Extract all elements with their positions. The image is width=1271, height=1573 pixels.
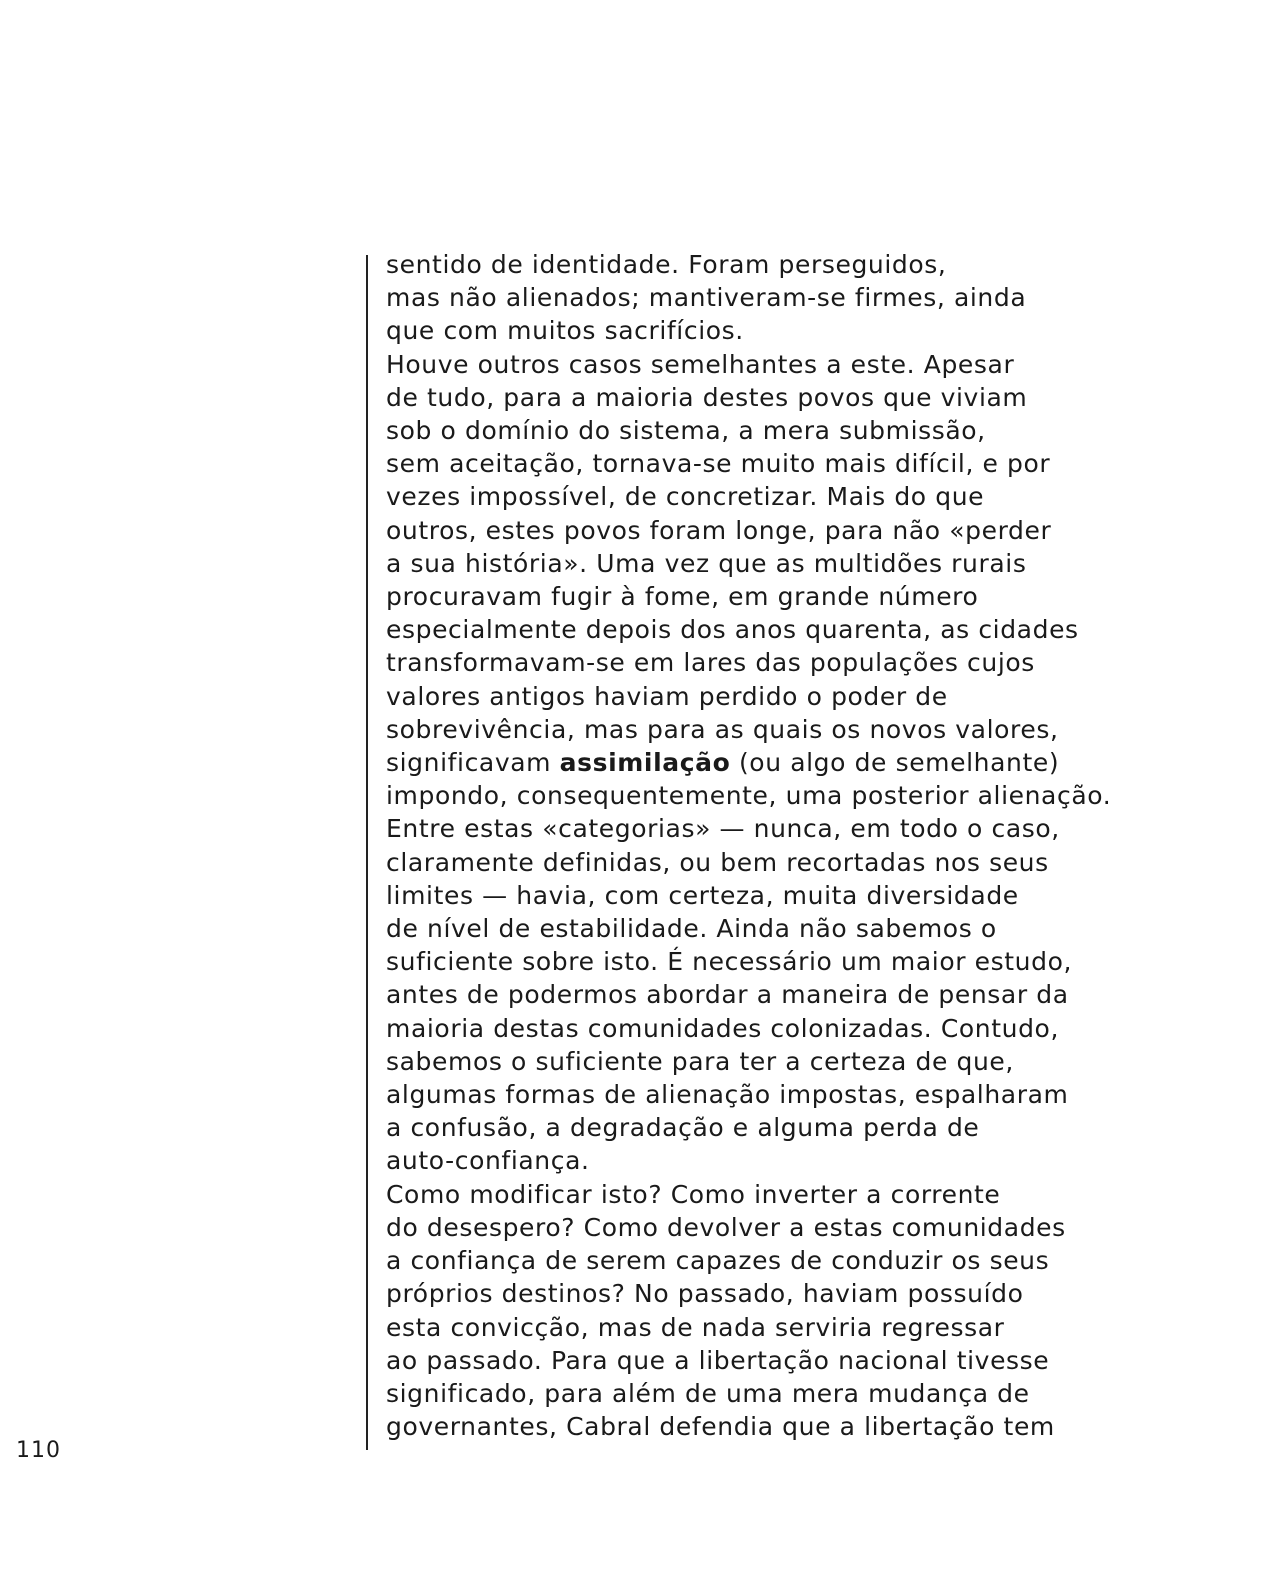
text-line: suficiente sobre isto. É necessário um maior estudo, <box>386 947 1073 977</box>
text-line: sentido de identidade. Foram perseguidos, <box>386 250 947 279</box>
text-line: impondo, consequentemente, uma posterior alienação. <box>386 781 1112 811</box>
text-line: a confiança de serem capazes de conduzir os seus <box>386 1246 1050 1276</box>
text-line: de tudo, para a maioria destes povos que viviam <box>386 382 1028 412</box>
text-line: sem aceitação, tornava-se muito mais difícil, e por <box>386 449 1051 479</box>
text-line: Houve outros casos semelhantes a este. Apesar <box>386 349 1015 379</box>
text-line: sabemos o suficiente para ter a certeza de que, <box>386 1046 1014 1076</box>
text-line: transformavam-se em lares das populações cujos <box>386 648 1035 678</box>
bold-term: assimilação <box>559 748 731 778</box>
text-run: significavam <box>386 748 560 778</box>
page-number: 110 <box>16 1438 61 1463</box>
text-line: que com muitos sacrifícios. <box>386 316 744 346</box>
text-line: Entre estas «categorias» — nunca, em todo o caso, <box>386 814 1060 844</box>
text-line: Como modificar isto? Como inverter a corrente <box>386 1179 1001 1209</box>
text-line: esta convicção, mas de nada serviria regressar <box>386 1312 1005 1342</box>
text-line: especialmente depois dos anos quarenta, as cidades <box>386 615 1079 645</box>
text-line: algumas formas de alienação impostas, espalharam <box>386 1080 1069 1110</box>
text-line: limites — havia, com certeza, muita diversidade <box>386 880 1019 910</box>
text-line: maioria destas comunidades colonizadas. Contudo, <box>386 1013 1059 1043</box>
text-line: sob o domínio do sistema, a mera submissão, <box>386 416 986 446</box>
text-line: a confusão, a degradação e alguma perda de <box>386 1113 980 1143</box>
text-line: a sua história». Uma vez que as multidões rurais <box>386 548 1027 578</box>
text-line: ao passado. Para que a libertação nacional tivesse <box>386 1345 1050 1375</box>
text-line: próprios destinos? No passado, haviam possuído <box>386 1279 1024 1309</box>
body-text <box>386 248 1256 1443</box>
text-line: auto-confiança. <box>386 1146 590 1176</box>
text-line: significado, para além de uma mera mudança de <box>386 1378 1030 1408</box>
margin-rule <box>366 255 368 1450</box>
text-line: do desespero? Como devolver a estas comunidades <box>386 1212 1066 1242</box>
text-line: antes de podermos abordar a maneira de pensar da <box>386 980 1069 1010</box>
text-line: valores antigos haviam perdido o poder de <box>386 681 948 711</box>
text-line <box>386 746 1256 779</box>
text-line: governantes, Cabral defendia que a libertação tem <box>386 1412 1055 1442</box>
text-line: mas não alienados; mantiveram-se firmes, ainda <box>386 283 1027 313</box>
text-line: procuravam fugir à fome, em grande número <box>386 582 979 612</box>
text-line: vezes impossível, de concretizar. Mais do que <box>386 482 985 512</box>
text-line: sobrevivência, mas para as quais os novos valores, <box>386 714 1059 744</box>
text-run: (ou algo de semelhante) <box>730 748 1060 778</box>
text-line: claramente definidas, ou bem recortadas nos seus <box>386 847 1049 877</box>
text-line: outros, estes povos foram longe, para não «perder <box>386 515 1052 545</box>
text-line: de nível de estabilidade. Ainda não sabemos o <box>386 914 997 944</box>
